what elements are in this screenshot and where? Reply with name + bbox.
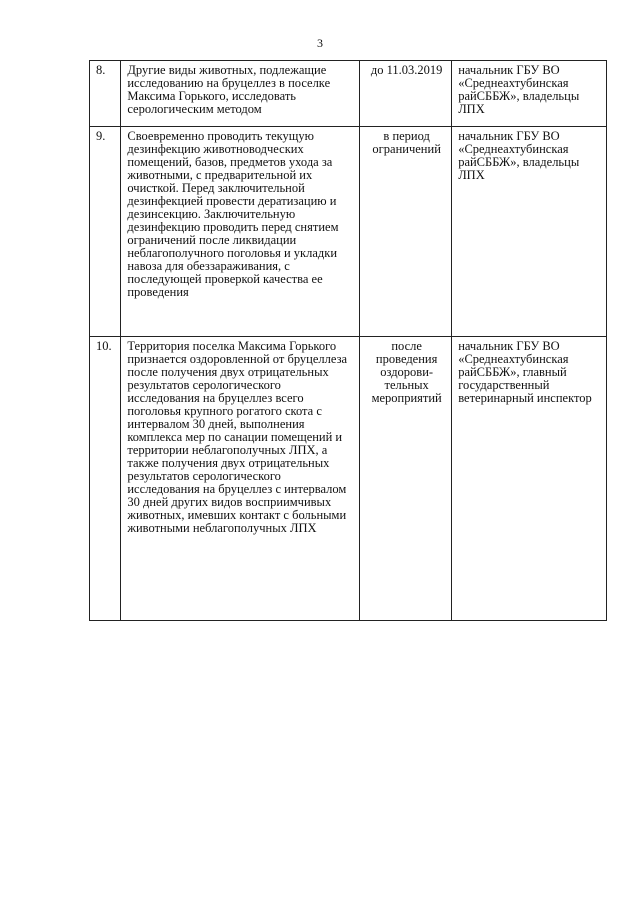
table-row xyxy=(90,127,607,337)
activity-cell: Своевременно проводить текущую дезинфекцию животноводческих помещений, базов, предметов ухода за животными, с предварительной их очисткой. Перед заключительной дезинфекцией провести дератизацию и дезинсекцию. Заключительную дезинфекцию проводить перед снятием ограничений после ликвидации неблагополучного поголовья и укладки навоза для обеззараживания, с последующей проверкой качества ее проведения xyxy=(121,127,360,337)
activity-cell: Территория поселка Максима Горького признается оздоровленной от бруцеллеза после получения двух отрицательных результатов серологического исследования на бруцеллез всего поголовья крупного рогатого скота с интервалом 30 дней, выполнения комплекса мер по санации помещений и территории неблагополучных ЛПХ, а также получения двух отрицательных результатов серологического исследования на бруцеллез с интервалом 30 дней других видов восприимчивых животных, имевших контакт с больными животными неблагополучных ЛПХ xyxy=(121,337,360,621)
activity-cell: Другие виды животных, подлежащие исследованию на бруцеллез в поселке Максима Горького, исследовать серологическим методом xyxy=(121,61,360,127)
page-number: 3 xyxy=(317,36,323,50)
term-cell: после проведения оздорови-тельных мероприятий xyxy=(360,337,452,621)
responsible-cell: начальник ГБУ ВО «Среднеахтубинская райСББЖ», главный государственный ветеринарный инспектор xyxy=(452,337,607,621)
table-row xyxy=(90,61,607,127)
responsible-cell: начальник ГБУ ВО «Среднеахтубинская райСББЖ», владельцы ЛПХ xyxy=(452,61,607,127)
row-number: 8. xyxy=(90,61,121,127)
row-number: 10. xyxy=(90,337,121,621)
term-cell: до 11.03.2019 xyxy=(360,61,452,127)
term-cell: в период ограничений xyxy=(360,127,452,337)
table-row xyxy=(90,337,607,621)
responsible-cell: начальник ГБУ ВО «Среднеахтубинская райСББЖ», владельцы ЛПХ xyxy=(452,127,607,337)
row-number: 9. xyxy=(90,127,121,337)
measures-table xyxy=(89,60,607,621)
